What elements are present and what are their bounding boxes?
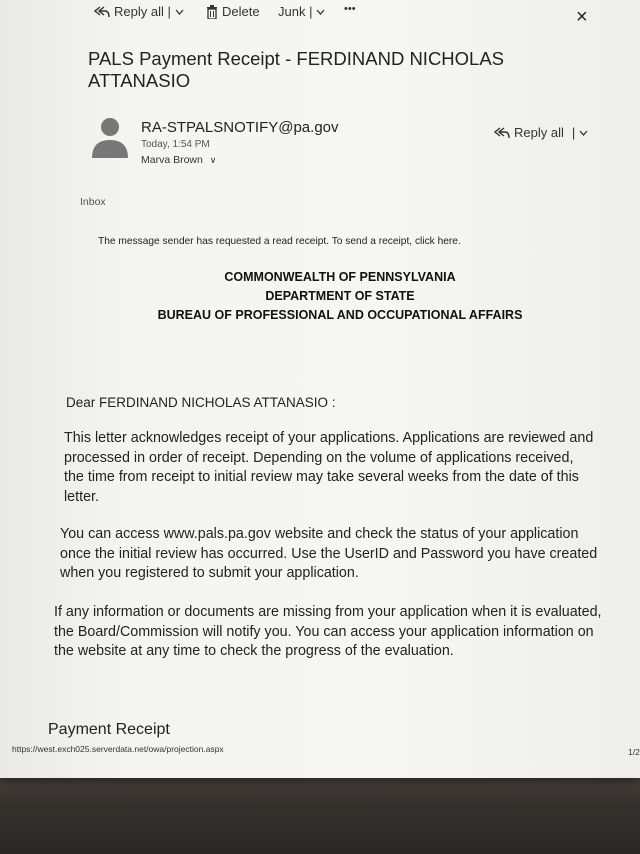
paragraph-status-access: You can access www.pals.pa.gov website and check the status of your application once the initial review has occurred. Use the UserID and Password you have created when you registered to submit your application. bbox=[60, 526, 598, 581]
print-page-number: 1/2 bbox=[628, 747, 640, 757]
recipient-name: Marva Brown bbox=[141, 154, 203, 166]
expand-recipients-icon: ∨ bbox=[209, 155, 217, 165]
separator: | bbox=[571, 125, 576, 140]
read-receipt-notice[interactable]: The message sender has requested a read receipt. To send a receipt, click here. bbox=[98, 236, 461, 247]
more-actions-button[interactable] bbox=[344, 3, 356, 15]
close-button[interactable]: × bbox=[576, 6, 588, 28]
email-subject: PALS Payment Receipt - FERDINAND NICHOLAS ATTANASIO bbox=[88, 48, 505, 91]
table-surface bbox=[0, 770, 640, 854]
heading-commonwealth: COMMONWEALTH OF PENNSYLVANIA bbox=[224, 270, 456, 284]
reply-all-button[interactable] bbox=[94, 4, 184, 19]
paragraph-missing-info: If any information or documents are missing from your application when it is evaluated, the Board/Commission will notify you. You can access your application information on the website at any time to check the progress of the evaluation. bbox=[54, 604, 602, 659]
more-icon: ••• bbox=[344, 3, 356, 15]
payment-receipt-title: Payment Receipt bbox=[48, 721, 170, 738]
paragraph-acknowledgement: This letter acknowledges receipt of your applications. Applications are reviewed and processed in order of receipt. Depending on the volume of applications received, the time from receipt to initial review may take several weeks from the date of this letter. bbox=[64, 430, 594, 505]
sender-address[interactable]: RA-STPALSNOTIFY@pa.gov bbox=[141, 119, 339, 136]
reply-all-label: Reply all | bbox=[114, 4, 171, 19]
heading-department: DEPARTMENT OF STATE bbox=[265, 289, 415, 303]
chevron-down-icon bbox=[579, 130, 588, 136]
trash-icon bbox=[206, 5, 218, 19]
person-icon bbox=[90, 116, 130, 158]
junk-label: Junk | bbox=[278, 4, 313, 19]
reply-all-icon bbox=[494, 126, 510, 140]
salutation: Dear FERDINAND NICHOLAS ATTANASIO : bbox=[66, 395, 336, 410]
reply-all-button-secondary[interactable] bbox=[494, 125, 588, 140]
delete-button[interactable] bbox=[206, 4, 260, 19]
chevron-down-icon bbox=[175, 9, 184, 15]
reply-all-icon bbox=[94, 5, 110, 19]
recipient[interactable] bbox=[141, 154, 216, 166]
reply-all-label: Reply all bbox=[514, 125, 564, 140]
sent-time: Today, 1:54 PM bbox=[141, 139, 210, 150]
junk-button[interactable] bbox=[278, 4, 325, 19]
chevron-down-icon bbox=[316, 9, 325, 15]
heading-bureau: BUREAU OF PROFESSIONAL AND OCCUPATIONAL AFFAIRS bbox=[157, 308, 523, 322]
delete-label: Delete bbox=[222, 4, 260, 19]
folder-label: Inbox bbox=[80, 196, 106, 208]
toolbar bbox=[90, 4, 550, 26]
print-footer-url: https://west.exch025.serverdata.net/owa/projection.aspx bbox=[12, 744, 224, 754]
